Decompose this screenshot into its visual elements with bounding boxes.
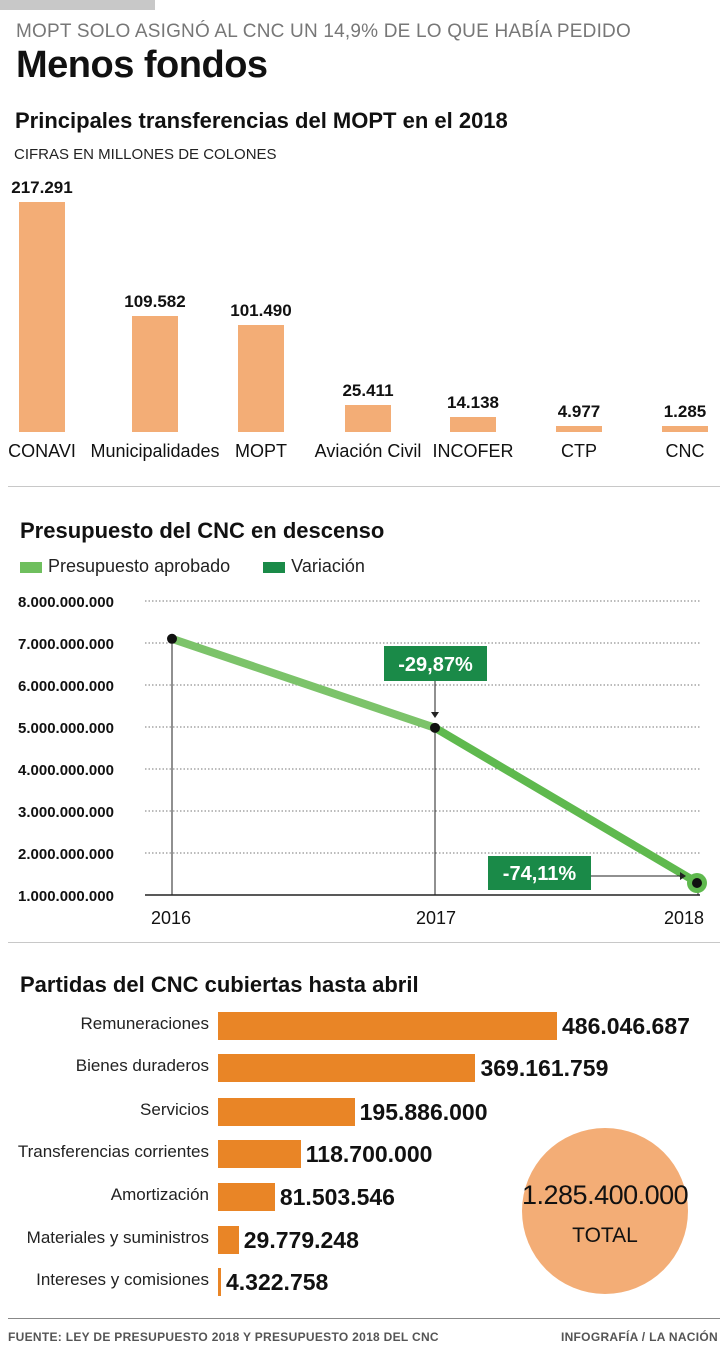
bar-value-label: 217.291 — [11, 178, 73, 197]
divider-1 — [8, 486, 720, 487]
hbar-category-label: Intereses y comisiones — [36, 1270, 209, 1289]
data-point — [167, 634, 177, 644]
bar-value-label: 4.977 — [557, 402, 601, 421]
annotation-label: -74,11% — [502, 863, 577, 885]
y-tick-label: 3.000.000.000 — [18, 804, 114, 821]
hbar-category-label: Materiales y suministros — [26, 1228, 209, 1247]
chart2-title: Presupuesto del CNC en descenso — [20, 518, 385, 543]
kicker: MOPT SOLO ASIGNÓ AL CNC UN 14,9% DE LO QUE HABÍA PEDIDO — [16, 21, 631, 42]
bar-2 — [238, 325, 284, 432]
x-tick-label: 2017 — [415, 908, 457, 928]
bar-1 — [132, 316, 178, 432]
hbar-value-label: 118.700.000 — [305, 1141, 433, 1167]
y-tick-label: 5.000.000.000 — [18, 720, 114, 737]
category-label: CTP — [561, 441, 597, 461]
y-tick-label: 7.000.000.000 — [18, 636, 114, 653]
divider-3 — [8, 1318, 720, 1319]
bar-3 — [345, 405, 391, 432]
chart1-subtitle: CIFRAS EN MILLONES DE COLONES — [14, 146, 277, 163]
budget-line-chart — [0, 590, 720, 935]
legend-swatch-variation — [263, 562, 285, 573]
hbar-category-label: Transferencias corrientes — [17, 1142, 209, 1161]
data-point — [430, 723, 440, 733]
total-label: TOTAL — [572, 1224, 638, 1247]
hbar-category-label: Amortización — [110, 1185, 209, 1204]
bar-value-label: 14.138 — [447, 393, 499, 413]
hbar-value-label: 4.322.758 — [226, 1269, 329, 1295]
bar-0 — [19, 202, 65, 432]
legend-label-variation: Variación — [291, 556, 365, 576]
bar-4 — [450, 417, 496, 432]
y-tick-label: 8.000.000.000 — [18, 594, 114, 611]
hbar-value-label: 81.503.546 — [279, 1184, 395, 1210]
legend-swatch-approved — [20, 562, 42, 573]
hbar-category-label: Servicios — [140, 1100, 209, 1119]
category-label: CONAVI — [8, 441, 76, 461]
source-note: FUENTE: LEY DE PRESUPUESTO 2018 Y PRESUPUESTO 2018 DEL CNC — [8, 1330, 439, 1344]
category-label: INCOFER — [432, 441, 514, 461]
y-tick-label: 6.000.000.000 — [18, 678, 114, 695]
legend-item-variation — [263, 556, 365, 577]
credit-note: INFOGRAFÍA / LA NACIÓN — [560, 1330, 718, 1344]
y-tick-label: 1.000.000.000 — [18, 888, 114, 905]
y-tick-label: 4.000.000.000 — [18, 762, 114, 779]
bar-6 — [662, 426, 708, 432]
annotation-label: -29,87% — [398, 654, 473, 676]
chart2-legend — [20, 556, 393, 577]
bar-value-label: 109.582 — [124, 292, 186, 311]
legend-label-approved: Presupuesto aprobado — [48, 556, 231, 576]
total-circle — [522, 1128, 688, 1294]
x-tick-label: 2016 — [151, 908, 192, 928]
hbar-category-label: Remuneraciones — [80, 1014, 209, 1033]
hbar-2 — [218, 1098, 355, 1126]
top-accent-bar — [0, 0, 155, 10]
y-tick-label: 2.000.000.000 — [18, 846, 114, 863]
legend-item-approved — [20, 556, 230, 577]
hbar-3 — [218, 1140, 301, 1168]
hbar-4 — [218, 1183, 275, 1211]
chart1-title: Principales transferencias del MOPT en el 2018 — [15, 108, 508, 133]
annotation-arrowhead — [431, 712, 439, 718]
hbar-value-label: 29.779.248 — [243, 1227, 359, 1253]
hbar-value-label: 195.886.000 — [359, 1099, 488, 1125]
total-value: 1.285.400.000 — [522, 1180, 689, 1210]
hbar-6 — [218, 1268, 221, 1296]
hbar-5 — [218, 1226, 239, 1254]
x-tick-label: 2018 — [663, 908, 704, 928]
divider-2 — [8, 942, 720, 943]
bar-value-label: 101.490 — [230, 300, 292, 320]
category-label: Aviación Civil — [314, 441, 422, 461]
category-label: MOPT — [235, 441, 287, 461]
bar-value-label: 1.285 — [663, 402, 707, 421]
category-label: CNC — [665, 441, 705, 461]
hbar-category-label: Bienes duraderos — [75, 1056, 209, 1075]
hbar-1 — [218, 1054, 475, 1082]
headline: Menos fondos — [16, 44, 268, 86]
category-label: Municipalidades — [90, 441, 220, 461]
bar-5 — [556, 426, 602, 432]
hbar-value-label: 369.161.759 — [480, 1055, 609, 1081]
hbar-value-label: 486.046.687 — [562, 1013, 690, 1039]
bar-value-label: 25.411 — [342, 381, 394, 401]
data-point — [692, 878, 702, 888]
chart3-title: Partidas del CNC cubiertas hasta abril — [20, 972, 419, 997]
hbar-0 — [218, 1012, 557, 1040]
